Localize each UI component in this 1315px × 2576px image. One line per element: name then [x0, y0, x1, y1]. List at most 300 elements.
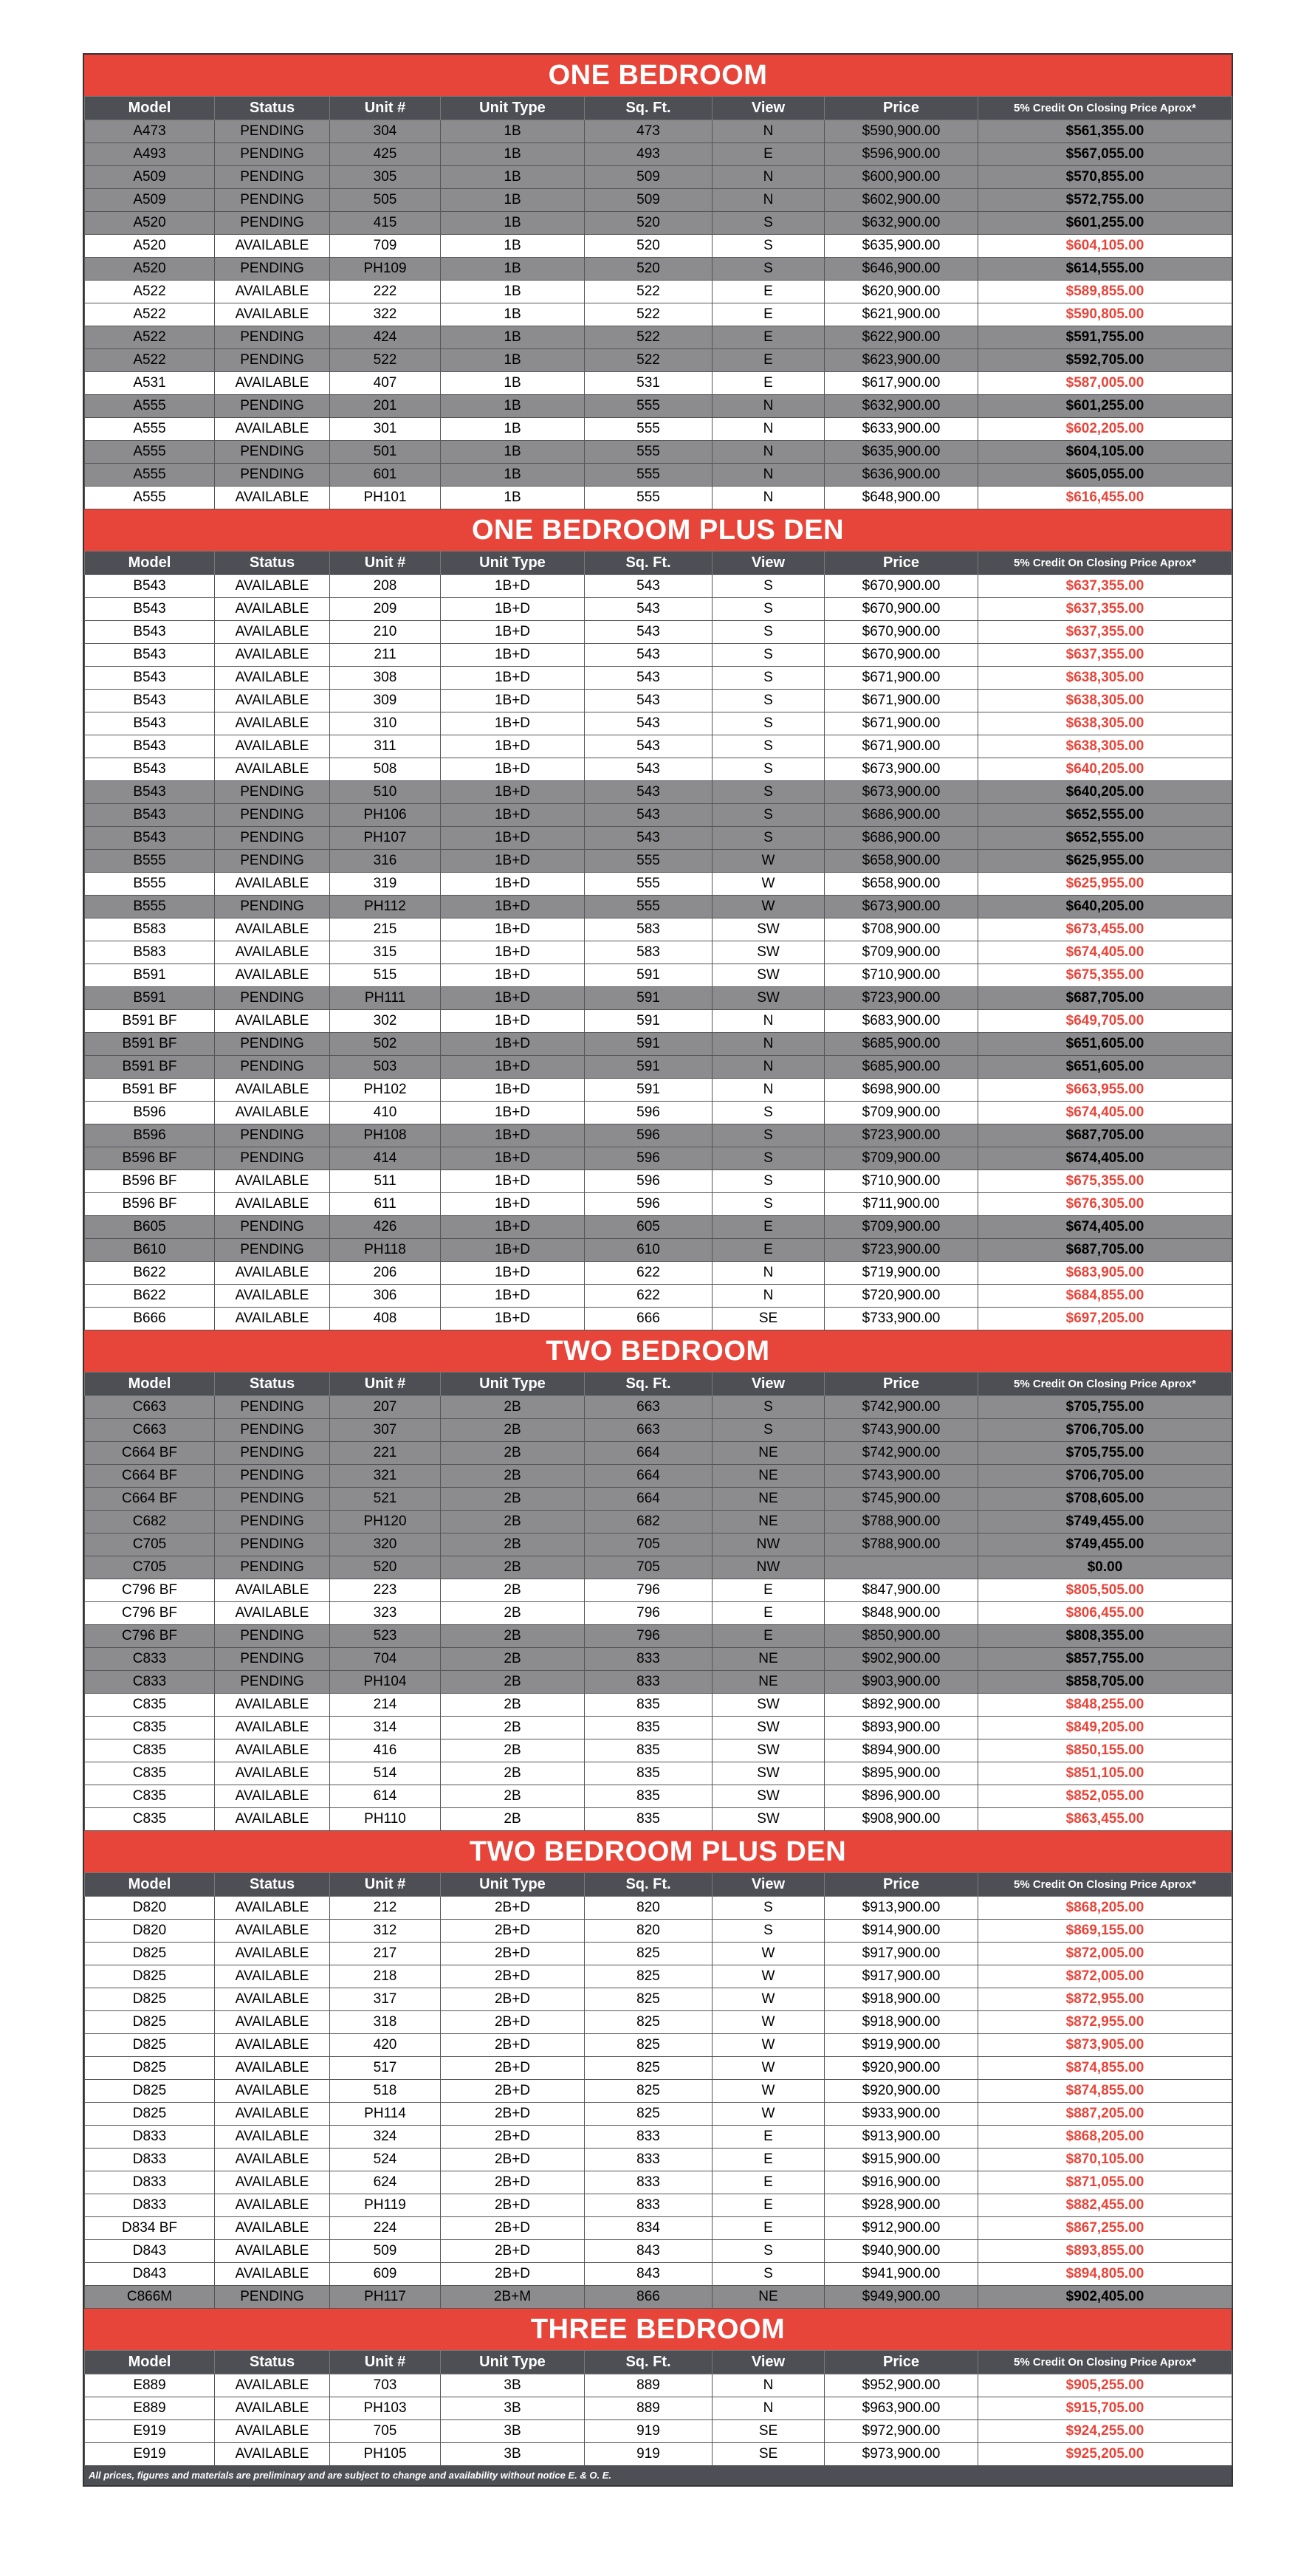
cell-credit: $673,455.00 — [978, 918, 1232, 941]
cell-credit: $869,155.00 — [978, 1920, 1232, 1943]
cell-sqft: 820 — [585, 1897, 713, 1920]
cell-price: $920,900.00 — [825, 2080, 978, 2103]
cell-unit: 407 — [330, 372, 441, 395]
cell-view: N — [713, 2374, 825, 2397]
column-header-sqft: Sq. Ft. — [585, 97, 713, 120]
cell-model: D833 — [85, 2171, 215, 2194]
section-title: TWO BEDROOM PLUS DEN — [84, 1831, 1232, 1872]
cell-model: B543 — [85, 758, 215, 781]
cell-view: S — [713, 758, 825, 781]
cell-view: S — [713, 2240, 825, 2263]
cell-unit: 509 — [330, 2240, 441, 2263]
table-row — [85, 487, 1232, 509]
cell-credit: $674,405.00 — [978, 941, 1232, 964]
cell-sqft: 543 — [585, 644, 713, 667]
cell-unit-type: 2B — [441, 1808, 585, 1831]
cell-unit: 609 — [330, 2263, 441, 2286]
cell-unit-type: 1B+D — [441, 1308, 585, 1330]
cell-sqft: 531 — [585, 372, 713, 395]
cell-unit: 505 — [330, 189, 441, 212]
cell-price: $673,900.00 — [825, 758, 978, 781]
cell-status: AVAILABLE — [215, 873, 330, 896]
cell-view: W — [713, 2103, 825, 2126]
cell-status: AVAILABLE — [215, 2103, 330, 2126]
cell-model: A522 — [85, 326, 215, 349]
cell-credit: $572,755.00 — [978, 189, 1232, 212]
cell-price: $709,900.00 — [825, 941, 978, 964]
cell-unit-type: 2B+D — [441, 2171, 585, 2194]
cell-credit: $902,405.00 — [978, 2286, 1232, 2309]
cell-credit: $870,105.00 — [978, 2149, 1232, 2171]
cell-unit-type: 2B — [441, 1717, 585, 1739]
cell-price: $908,900.00 — [825, 1808, 978, 1831]
cell-credit: $592,705.00 — [978, 349, 1232, 372]
cell-status: AVAILABLE — [215, 1965, 330, 1988]
column-header-credit: 5% Credit On Closing Price Aprox* — [978, 97, 1232, 120]
table-row — [85, 2420, 1232, 2443]
cell-status: PENDING — [215, 120, 330, 143]
table-row — [85, 1308, 1232, 1330]
cell-model: B543 — [85, 804, 215, 827]
cell-price: $671,900.00 — [825, 712, 978, 735]
cell-model: D843 — [85, 2240, 215, 2263]
cell-sqft: 664 — [585, 1465, 713, 1488]
table-row — [85, 598, 1232, 621]
cell-unit-type: 3B — [441, 2374, 585, 2397]
column-header-model: Model — [85, 552, 215, 575]
cell-unit: 524 — [330, 2149, 441, 2171]
cell-credit: $867,255.00 — [978, 2217, 1232, 2240]
cell-model: B591 BF — [85, 1033, 215, 1056]
cell-unit: 510 — [330, 781, 441, 804]
cell-credit: $570,855.00 — [978, 166, 1232, 189]
cell-unit: 321 — [330, 1465, 441, 1488]
cell-price: $788,900.00 — [825, 1533, 978, 1556]
cell-status: AVAILABLE — [215, 235, 330, 258]
cell-model: A509 — [85, 166, 215, 189]
cell-credit: $894,805.00 — [978, 2263, 1232, 2286]
table-row — [85, 1785, 1232, 1808]
cell-unit-type: 2B — [441, 1533, 585, 1556]
cell-unit-type: 2B — [441, 1762, 585, 1785]
cell-credit: $616,455.00 — [978, 487, 1232, 509]
cell-view: N — [713, 395, 825, 418]
cell-unit-type: 2B+D — [441, 2240, 585, 2263]
cell-status: AVAILABLE — [215, 2397, 330, 2420]
table-row — [85, 1396, 1232, 1419]
cell-status: PENDING — [215, 781, 330, 804]
cell-sqft: 543 — [585, 804, 713, 827]
cell-model: C835 — [85, 1785, 215, 1808]
cell-model: B555 — [85, 850, 215, 873]
table-row — [85, 575, 1232, 598]
cell-status: PENDING — [215, 1124, 330, 1147]
table-row — [85, 850, 1232, 873]
cell-price: $917,900.00 — [825, 1965, 978, 1988]
table-row — [85, 189, 1232, 212]
cell-model: B543 — [85, 667, 215, 690]
cell-price: $709,900.00 — [825, 1216, 978, 1239]
cell-unit-type: 2B — [441, 1442, 585, 1465]
cell-price: $928,900.00 — [825, 2194, 978, 2217]
cell-credit: $0.00 — [978, 1556, 1232, 1579]
cell-status: AVAILABLE — [215, 1717, 330, 1739]
cell-price: $895,900.00 — [825, 1762, 978, 1785]
cell-price: $916,900.00 — [825, 2171, 978, 2194]
column-header-status: Status — [215, 2351, 330, 2374]
cell-view: S — [713, 1124, 825, 1147]
cell-sqft: 835 — [585, 1762, 713, 1785]
cell-unit: 307 — [330, 1419, 441, 1442]
table-row — [85, 1739, 1232, 1762]
cell-view: E — [713, 2194, 825, 2217]
column-header-price: Price — [825, 552, 978, 575]
table-row — [85, 349, 1232, 372]
cell-credit: $637,355.00 — [978, 598, 1232, 621]
cell-price: $917,900.00 — [825, 1943, 978, 1965]
cell-sqft: 833 — [585, 2126, 713, 2149]
cell-view: E — [713, 1239, 825, 1262]
cell-view: S — [713, 621, 825, 644]
cell-status: PENDING — [215, 1556, 330, 1579]
cell-price: $941,900.00 — [825, 2263, 978, 2286]
cell-unit: 515 — [330, 964, 441, 987]
section-title: THREE BEDROOM — [84, 2309, 1232, 2350]
table-row — [85, 120, 1232, 143]
cell-unit: 601 — [330, 464, 441, 487]
cell-status: AVAILABLE — [215, 2057, 330, 2080]
cell-unit: 518 — [330, 2080, 441, 2103]
cell-status: AVAILABLE — [215, 1808, 330, 1831]
cell-unit: 208 — [330, 575, 441, 598]
cell-model: B543 — [85, 781, 215, 804]
cell-model: B543 — [85, 827, 215, 850]
cell-view: W — [713, 896, 825, 918]
cell-model: B583 — [85, 941, 215, 964]
table-row — [85, 896, 1232, 918]
cell-sqft: 825 — [585, 1943, 713, 1965]
cell-sqft: 825 — [585, 2011, 713, 2034]
cell-view: S — [713, 2263, 825, 2286]
cell-unit: PH103 — [330, 2397, 441, 2420]
cell-view: SW — [713, 1694, 825, 1717]
cell-status: PENDING — [215, 1533, 330, 1556]
cell-credit: $848,255.00 — [978, 1694, 1232, 1717]
cell-credit: $640,205.00 — [978, 781, 1232, 804]
table-row — [85, 2194, 1232, 2217]
cell-model: B543 — [85, 598, 215, 621]
cell-price: $671,900.00 — [825, 667, 978, 690]
cell-model: A509 — [85, 189, 215, 212]
table-row — [85, 2374, 1232, 2397]
cell-sqft: 583 — [585, 918, 713, 941]
cell-unit-type: 1B+D — [441, 941, 585, 964]
cell-unit-type: 2B — [441, 1556, 585, 1579]
cell-unit: PH114 — [330, 2103, 441, 2126]
cell-unit: 318 — [330, 2011, 441, 2034]
cell-unit-type: 2B+D — [441, 2149, 585, 2171]
cell-unit-type: 1B+D — [441, 850, 585, 873]
cell-price: $720,900.00 — [825, 1285, 978, 1308]
cell-status: AVAILABLE — [215, 941, 330, 964]
cell-view: S — [713, 598, 825, 621]
cell-credit: $675,355.00 — [978, 964, 1232, 987]
cell-credit: $674,405.00 — [978, 1102, 1232, 1124]
cell-model: C796 BF — [85, 1602, 215, 1625]
section-title: TWO BEDROOM — [84, 1330, 1232, 1372]
cell-view: S — [713, 781, 825, 804]
cell-sqft: 543 — [585, 758, 713, 781]
cell-view: E — [713, 2217, 825, 2240]
cell-credit: $651,605.00 — [978, 1033, 1232, 1056]
column-header-view: View — [713, 2351, 825, 2374]
cell-view: SE — [713, 2420, 825, 2443]
cell-view: E — [713, 2149, 825, 2171]
cell-view: E — [713, 2126, 825, 2149]
cell-view: N — [713, 487, 825, 509]
cell-unit-type: 1B — [441, 120, 585, 143]
cell-unit: 221 — [330, 1442, 441, 1465]
table-row — [85, 1648, 1232, 1671]
column-header-view: View — [713, 552, 825, 575]
cell-view: NW — [713, 1533, 825, 1556]
cell-sqft: 825 — [585, 2080, 713, 2103]
cell-view: S — [713, 212, 825, 235]
cell-price: $848,900.00 — [825, 1602, 978, 1625]
cell-unit-type: 1B — [441, 464, 585, 487]
cell-model: C663 — [85, 1396, 215, 1419]
cell-credit: $625,955.00 — [978, 873, 1232, 896]
cell-unit: 308 — [330, 667, 441, 690]
cell-credit: $638,305.00 — [978, 735, 1232, 758]
cell-model: D825 — [85, 2057, 215, 2080]
cell-sqft: 796 — [585, 1602, 713, 1625]
cell-unit-type: 3B — [441, 2397, 585, 2420]
cell-view: SW — [713, 918, 825, 941]
table-row — [85, 464, 1232, 487]
cell-model: B596 BF — [85, 1193, 215, 1216]
cell-price: $622,900.00 — [825, 326, 978, 349]
cell-unit: PH119 — [330, 2194, 441, 2217]
cell-unit-type: 1B+D — [441, 781, 585, 804]
cell-unit-type: 1B — [441, 258, 585, 281]
cell-model: C705 — [85, 1556, 215, 1579]
cell-price: $698,900.00 — [825, 1079, 978, 1102]
cell-price: $632,900.00 — [825, 395, 978, 418]
table-row — [85, 326, 1232, 349]
cell-model: C835 — [85, 1739, 215, 1762]
cell-credit: $697,205.00 — [978, 1308, 1232, 1330]
table-row — [85, 1442, 1232, 1465]
cell-unit-type: 1B — [441, 372, 585, 395]
cell-sqft: 825 — [585, 2034, 713, 2057]
cell-view: NE — [713, 1442, 825, 1465]
units-table — [84, 96, 1232, 509]
cell-model: D820 — [85, 1920, 215, 1943]
cell-price: $600,900.00 — [825, 166, 978, 189]
cell-unit: 312 — [330, 1920, 441, 1943]
cell-sqft: 543 — [585, 690, 713, 712]
cell-view: N — [713, 2397, 825, 2420]
cell-credit: $863,455.00 — [978, 1808, 1232, 1831]
cell-sqft: 889 — [585, 2374, 713, 2397]
section-title: ONE BEDROOM — [84, 55, 1232, 96]
cell-model: B555 — [85, 873, 215, 896]
cell-status: AVAILABLE — [215, 712, 330, 735]
cell-view: W — [713, 850, 825, 873]
cell-unit: 315 — [330, 941, 441, 964]
cell-view: S — [713, 575, 825, 598]
cell-model: C833 — [85, 1648, 215, 1671]
units-table — [84, 1872, 1232, 2309]
cell-status: AVAILABLE — [215, 918, 330, 941]
cell-sqft: 591 — [585, 1010, 713, 1033]
cell-model: A555 — [85, 464, 215, 487]
cell-unit: 415 — [330, 212, 441, 235]
cell-model: B543 — [85, 644, 215, 667]
cell-unit: PH117 — [330, 2286, 441, 2309]
cell-view: SE — [713, 1308, 825, 1330]
cell-model: B596 BF — [85, 1170, 215, 1193]
column-header-status: Status — [215, 1873, 330, 1897]
cell-view: W — [713, 2011, 825, 2034]
cell-unit: PH101 — [330, 487, 441, 509]
cell-credit: $882,455.00 — [978, 2194, 1232, 2217]
cell-unit: 304 — [330, 120, 441, 143]
cell-status: AVAILABLE — [215, 2171, 330, 2194]
cell-status: PENDING — [215, 1648, 330, 1671]
cell-sqft: 543 — [585, 667, 713, 690]
table-row — [85, 735, 1232, 758]
cell-view: S — [713, 644, 825, 667]
cell-model: E889 — [85, 2397, 215, 2420]
cell-model: A520 — [85, 235, 215, 258]
cell-status: AVAILABLE — [215, 1262, 330, 1285]
cell-unit: 611 — [330, 1193, 441, 1216]
cell-model: B591 — [85, 964, 215, 987]
cell-unit-type: 2B — [441, 1396, 585, 1419]
cell-unit-type: 2B+D — [441, 2194, 585, 2217]
cell-model: C835 — [85, 1694, 215, 1717]
cell-model: C796 BF — [85, 1625, 215, 1648]
cell-view: NW — [713, 1556, 825, 1579]
cell-price: $633,900.00 — [825, 418, 978, 441]
cell-unit: 316 — [330, 850, 441, 873]
cell-credit: $925,205.00 — [978, 2443, 1232, 2466]
cell-price: $918,900.00 — [825, 1988, 978, 2011]
column-header-unit: Unit # — [330, 97, 441, 120]
cell-sqft: 610 — [585, 1239, 713, 1262]
table-row — [85, 1625, 1232, 1648]
disclaimer-footer: All prices, figures and materials are preliminary and are subject to change and availability without notice E. & O. E. — [84, 2466, 1232, 2485]
cell-status: AVAILABLE — [215, 1079, 330, 1102]
cell-view: NE — [713, 1671, 825, 1694]
cell-unit-type: 1B+D — [441, 1147, 585, 1170]
cell-view: SW — [713, 964, 825, 987]
cell-model: A473 — [85, 120, 215, 143]
column-header-price: Price — [825, 1873, 978, 1897]
cell-sqft: 705 — [585, 1533, 713, 1556]
column-header-status: Status — [215, 1373, 330, 1396]
cell-sqft: 591 — [585, 1079, 713, 1102]
cell-unit-type: 2B+D — [441, 1988, 585, 2011]
cell-unit: 214 — [330, 1694, 441, 1717]
cell-unit: 414 — [330, 1147, 441, 1170]
cell-credit: $591,755.00 — [978, 326, 1232, 349]
table-row — [85, 690, 1232, 712]
cell-status: AVAILABLE — [215, 2443, 330, 2466]
cell-unit-type: 1B — [441, 143, 585, 166]
cell-view: SW — [713, 987, 825, 1010]
cell-sqft: 825 — [585, 1988, 713, 2011]
cell-view: S — [713, 1419, 825, 1442]
table-header-row — [85, 1373, 1232, 1396]
cell-status: AVAILABLE — [215, 1308, 330, 1330]
cell-unit-type: 2B+D — [441, 2034, 585, 2057]
cell-status: PENDING — [215, 1147, 330, 1170]
table-row — [85, 1808, 1232, 1831]
cell-unit-type: 2B+D — [441, 2011, 585, 2034]
cell-price: $719,900.00 — [825, 1262, 978, 1285]
cell-model: D825 — [85, 1943, 215, 1965]
cell-view: NE — [713, 1488, 825, 1511]
cell-credit: $589,855.00 — [978, 281, 1232, 303]
cell-unit: 319 — [330, 873, 441, 896]
cell-status: AVAILABLE — [215, 1010, 330, 1033]
cell-credit: $708,605.00 — [978, 1488, 1232, 1511]
table-row — [85, 1988, 1232, 2011]
cell-price: $670,900.00 — [825, 575, 978, 598]
cell-status: AVAILABLE — [215, 281, 330, 303]
cell-model: A555 — [85, 395, 215, 418]
table-row — [85, 1216, 1232, 1239]
cell-unit-type: 1B+D — [441, 598, 585, 621]
cell-price: $913,900.00 — [825, 1897, 978, 1920]
table-row — [85, 2217, 1232, 2240]
table-row — [85, 2126, 1232, 2149]
cell-unit: PH109 — [330, 258, 441, 281]
cell-status: AVAILABLE — [215, 1988, 330, 2011]
cell-view: N — [713, 166, 825, 189]
cell-sqft: 520 — [585, 258, 713, 281]
cell-credit: $638,305.00 — [978, 712, 1232, 735]
cell-price: $623,900.00 — [825, 349, 978, 372]
cell-unit-type: 1B+D — [441, 621, 585, 644]
cell-status: AVAILABLE — [215, 2217, 330, 2240]
cell-model: C663 — [85, 1419, 215, 1442]
cell-view: SW — [713, 1808, 825, 1831]
cell-unit: 222 — [330, 281, 441, 303]
table-row — [85, 1717, 1232, 1739]
cell-credit: $601,255.00 — [978, 212, 1232, 235]
cell-model: C835 — [85, 1808, 215, 1831]
cell-unit: 320 — [330, 1533, 441, 1556]
cell-status: AVAILABLE — [215, 1102, 330, 1124]
cell-credit: $849,205.00 — [978, 1717, 1232, 1739]
cell-sqft: 825 — [585, 1965, 713, 1988]
cell-credit: $674,405.00 — [978, 1216, 1232, 1239]
cell-price: $635,900.00 — [825, 441, 978, 464]
cell-view: W — [713, 1965, 825, 1988]
cell-unit-type: 2B — [441, 1488, 585, 1511]
cell-unit: 517 — [330, 2057, 441, 2080]
cell-view: E — [713, 349, 825, 372]
cell-view: SW — [713, 1785, 825, 1808]
table-row — [85, 2011, 1232, 2034]
cell-status: AVAILABLE — [215, 2011, 330, 2034]
cell-sqft: 555 — [585, 873, 713, 896]
column-header-unit-type: Unit Type — [441, 552, 585, 575]
